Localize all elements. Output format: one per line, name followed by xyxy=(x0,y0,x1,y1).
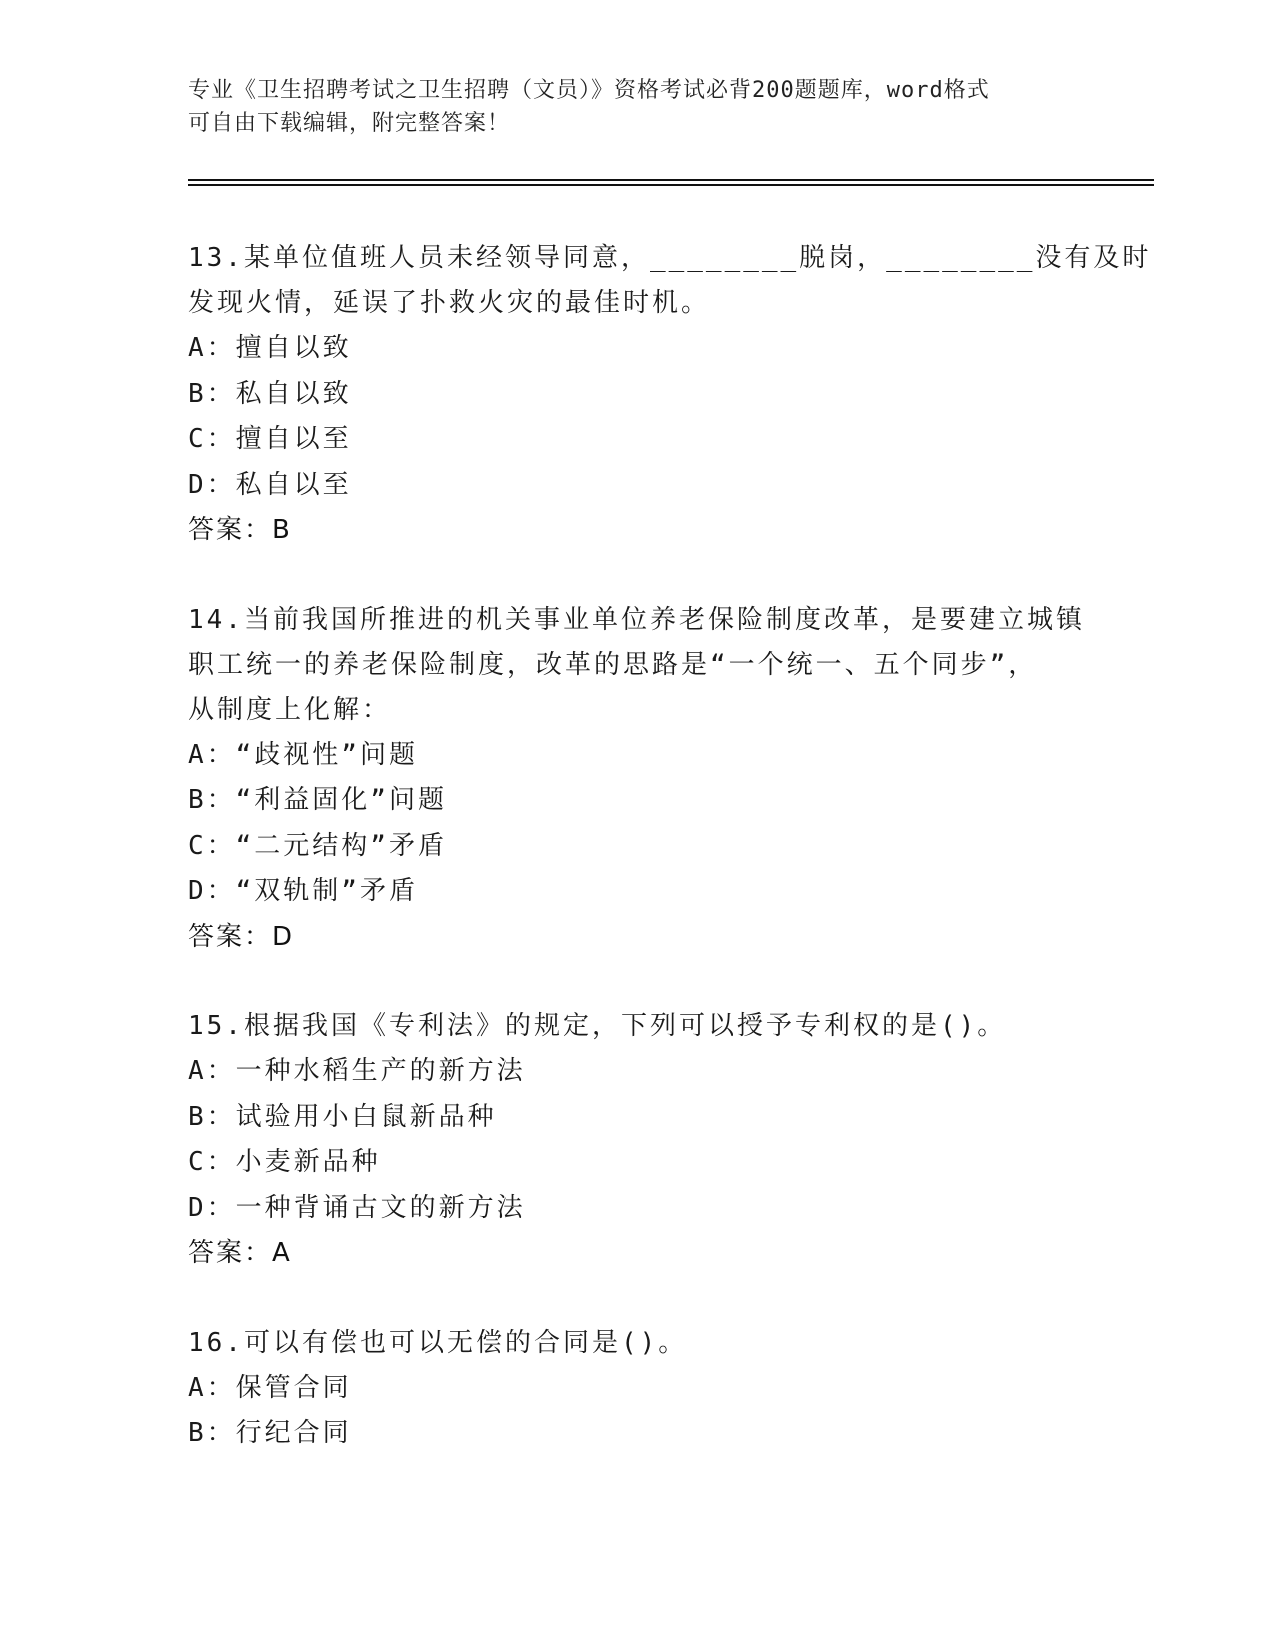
header-divider-bottom xyxy=(188,184,1154,186)
question-text-line: 13.某单位值班人员未经领导同意，________脱岗，________没有及时 xyxy=(188,243,1152,273)
header-line-2: 可自由下载编辑，附完整答案！ xyxy=(188,111,511,136)
question-13 xyxy=(188,236,1152,554)
question-list xyxy=(188,236,1152,1501)
question-text-line: 14.当前我国所推进的机关事业单位养老保险制度改革，是要建立城镇 xyxy=(188,604,1085,635)
option-c: C：小麦新品种 xyxy=(188,1147,381,1177)
question-text-line: 职工统一的养老保险制度，改革的思路是“一个统一、五个同步”， xyxy=(188,649,1038,680)
question-text-line: 发现火情，延误了扑救火灾的最佳时机。 xyxy=(188,288,711,318)
answer-label: 答案：B xyxy=(188,515,292,545)
option-d: D：一种背诵古文的新方法 xyxy=(188,1192,526,1223)
option-c: C：“二元结构”矛盾 xyxy=(188,830,447,861)
header-line-1: 专业《卫生招聘考试之卫生招聘（文员）》资格考试必背200题题库，word格式 xyxy=(188,78,990,103)
option-a: A：“歧视性”问题 xyxy=(188,739,418,770)
question-15 xyxy=(188,1004,1088,1277)
option-a: A：保管合同 xyxy=(188,1372,352,1403)
question-text-line: 15.根据我国《专利法》的规定，下列可以授予专利权的是()。 xyxy=(188,1011,1007,1041)
answer-label: 答案：A xyxy=(188,1238,292,1268)
option-a: A：一种水稻生产的新方法 xyxy=(188,1056,526,1086)
option-b: B：行纪合同 xyxy=(188,1418,352,1448)
question-text-line: 16.可以有偿也可以无偿的合同是()。 xyxy=(188,1327,688,1358)
option-d: D：“双轨制”矛盾 xyxy=(188,876,418,906)
option-c: C：擅自以至 xyxy=(188,424,352,454)
option-b: B：私自以致 xyxy=(188,378,352,409)
option-b: B：试验用小白鼠新品种 xyxy=(188,1101,497,1132)
question-16 xyxy=(188,1321,1088,1457)
header-divider-top xyxy=(188,179,1154,181)
option-d: D：私自以至 xyxy=(188,469,352,500)
answer-label: 答案：D xyxy=(188,921,295,952)
option-b: B：“利益固化”问题 xyxy=(188,785,447,815)
option-a: A：擅自以致 xyxy=(188,333,352,363)
question-text-line: 从制度上化解： xyxy=(188,694,392,725)
question-14 xyxy=(188,598,1088,961)
document-header xyxy=(188,74,1068,140)
